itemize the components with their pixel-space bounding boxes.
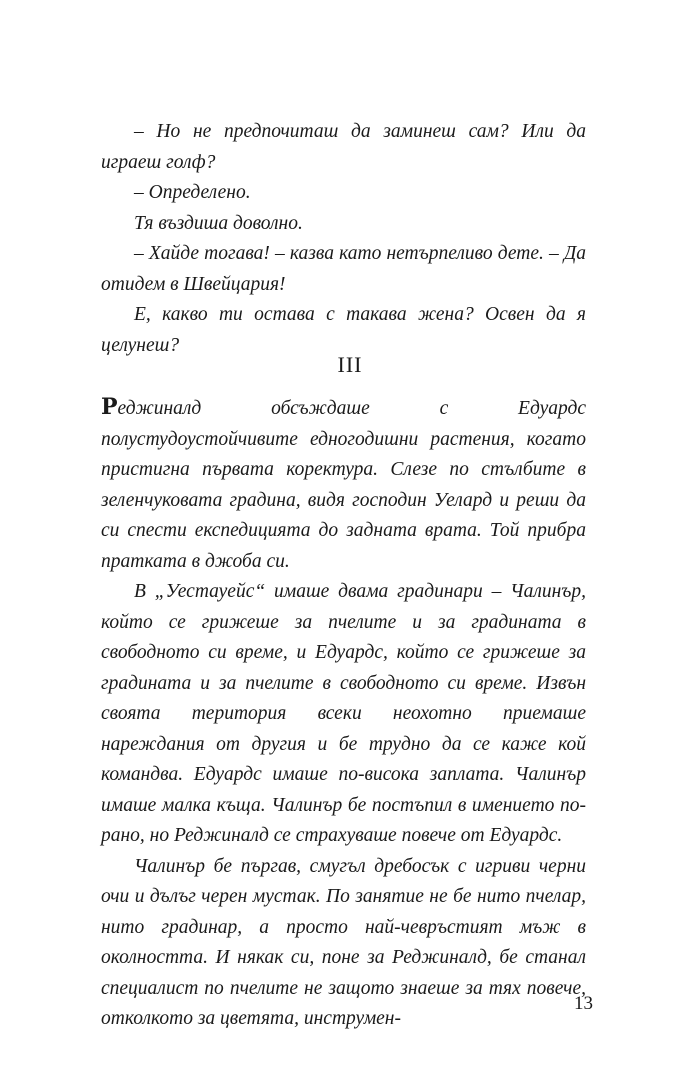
dialogue-paragraph: – Хайде тогава! – казва като нетърпеливо дете. – Да отидем в Швейцария! (101, 243, 586, 295)
chapter-paragraph-text: еджиналд обсъждаше с Едуардс полустудоустойчивите едногодишни растения, когато пристигна първата коректура. Слезе по стълбите в зеленчуковата градина, видя господин Уелард и реши да си спести експедицията до задната врата. Той прибра пратката в джоба си. (101, 398, 586, 572)
dialogue-paragraph: – Определено. (134, 182, 251, 203)
chapter-body (101, 392, 586, 1035)
dialogue-paragraph: Е, какво ти остава с такава жена? Освен да я целунеш? (101, 304, 586, 356)
chapter-paragraph: Чалинър бе пъргав, смугъл дребосък с игриви черни очи и дълъг черен мустак. По занятие не бе нито пчелар, нито градинар, а просто най-чевръстият мъж в околността. И някак си, поне за Реджиналд, бе станал специалист по пчелите не защото знаеше за тях повече, отколкото за цветята, инструмен- (101, 855, 586, 1029)
dialogue-section (101, 117, 586, 361)
chapter-heading: III (337, 352, 363, 377)
drop-cap-letter: Р (101, 394, 118, 420)
page-number: 13 (574, 993, 593, 1014)
dialogue-paragraph: Тя въздиша доволно. (134, 212, 303, 234)
dialogue-paragraph: – Но не предпочиташ да заминеш сам? Или да играеш голф? (101, 121, 586, 173)
chapter-paragraph (101, 392, 586, 577)
chapter-paragraph: В „Уестауейс“ имаше двама градинари – Чалинър, който се грижеше за пчелите и за градината в свободното си време, и Едуардс, който се грижеше за градината и за пчелите в свободното си време. Извън своята територия всеки неохотно приемаше нареждания от другия и бе трудно да се каже кой командва. Едуардс имаше по-висока заплата. Чалинър имаше малка къща. Чалинър бе постъпил в имението по-рано, но Реджиналд се страхуваше повече от Едуардс. (101, 581, 586, 846)
